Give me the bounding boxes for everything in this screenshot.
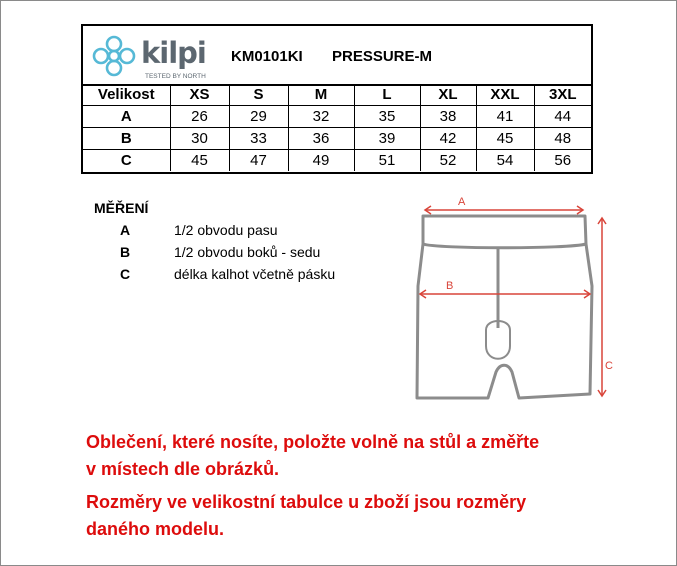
table-cell: 48 <box>534 128 591 150</box>
dimension-label-a: A <box>458 196 466 208</box>
table-cell: 52 <box>420 150 476 172</box>
size-grid <box>83 84 591 171</box>
table-cell: 38 <box>420 106 476 128</box>
table-cell: 56 <box>534 150 591 172</box>
size-m: M <box>288 84 354 106</box>
table-cell: 26 <box>170 106 229 128</box>
table-cell: 29 <box>229 106 288 128</box>
table-cell: 35 <box>354 106 420 128</box>
table-cell: 51 <box>354 150 420 172</box>
instruction-line-4: daného modelu. <box>86 519 225 539</box>
size-chart <box>81 24 593 174</box>
measurement-desc-c: délka kalhot včetně pásku <box>174 266 336 282</box>
size-3xl: 3XL <box>534 84 591 106</box>
table-cell: 49 <box>288 150 354 172</box>
table-cell: 36 <box>288 128 354 150</box>
table-row <box>83 106 591 128</box>
row-label: B <box>83 128 170 150</box>
table-cell: 39 <box>354 128 420 150</box>
measurement-key-c: C <box>120 266 131 282</box>
table-row <box>83 150 591 172</box>
dimension-label-c: C <box>605 360 613 372</box>
table-cell: 44 <box>534 106 591 128</box>
instruction-line-2: v místech dle obrázků. <box>86 459 280 479</box>
knot-icon <box>91 35 137 77</box>
dimension-arrows <box>420 206 606 396</box>
size-chart-header <box>83 26 591 86</box>
dimension-label-b: B <box>446 280 454 292</box>
table-cell: 54 <box>476 150 534 172</box>
instruction-line-1: Oblečení, které nosíte, položte volně na stůl a změřte <box>86 432 540 452</box>
size-header-row <box>83 84 591 106</box>
size-xs: XS <box>170 84 229 106</box>
table-cell: 30 <box>170 128 229 150</box>
table-cell: 33 <box>229 128 288 150</box>
measurement-key-b: B <box>120 244 131 260</box>
table-cell: 32 <box>288 106 354 128</box>
measurement-desc-a: 1/2 obvodu pasu <box>174 222 278 238</box>
table-cell: 42 <box>420 128 476 150</box>
product-name: PRESSURE-M <box>332 48 433 65</box>
shorts-outline <box>417 216 592 398</box>
brand-logo <box>91 34 209 78</box>
size-xxl: XXL <box>476 84 534 106</box>
table-cell: 45 <box>476 128 534 150</box>
product-code: KM0101KI <box>231 48 303 65</box>
table-cell: 41 <box>476 106 534 128</box>
row-label: A <box>83 106 170 128</box>
measurement-desc-b: 1/2 obvodu boků - sedu <box>174 244 321 260</box>
instruction-line-3: Rozměry ve velikostní tabulce u zboží jsou rozměry <box>86 492 527 512</box>
table-cell: 47 <box>229 150 288 172</box>
brand-tagline: TESTED BY NORTH <box>145 73 206 80</box>
measurement-key-a: A <box>120 222 131 238</box>
table-cell: 45 <box>170 150 229 172</box>
size-corner-label: Velikost <box>83 84 170 106</box>
size-l: L <box>354 84 420 106</box>
row-label: C <box>83 150 170 172</box>
size-xl: XL <box>420 84 476 106</box>
size-s: S <box>229 84 288 106</box>
table-row <box>83 128 591 150</box>
brand-name: kilpi <box>141 36 206 70</box>
shorts-diagram <box>408 188 628 408</box>
measurement-title: MĚŘENÍ <box>94 200 149 216</box>
